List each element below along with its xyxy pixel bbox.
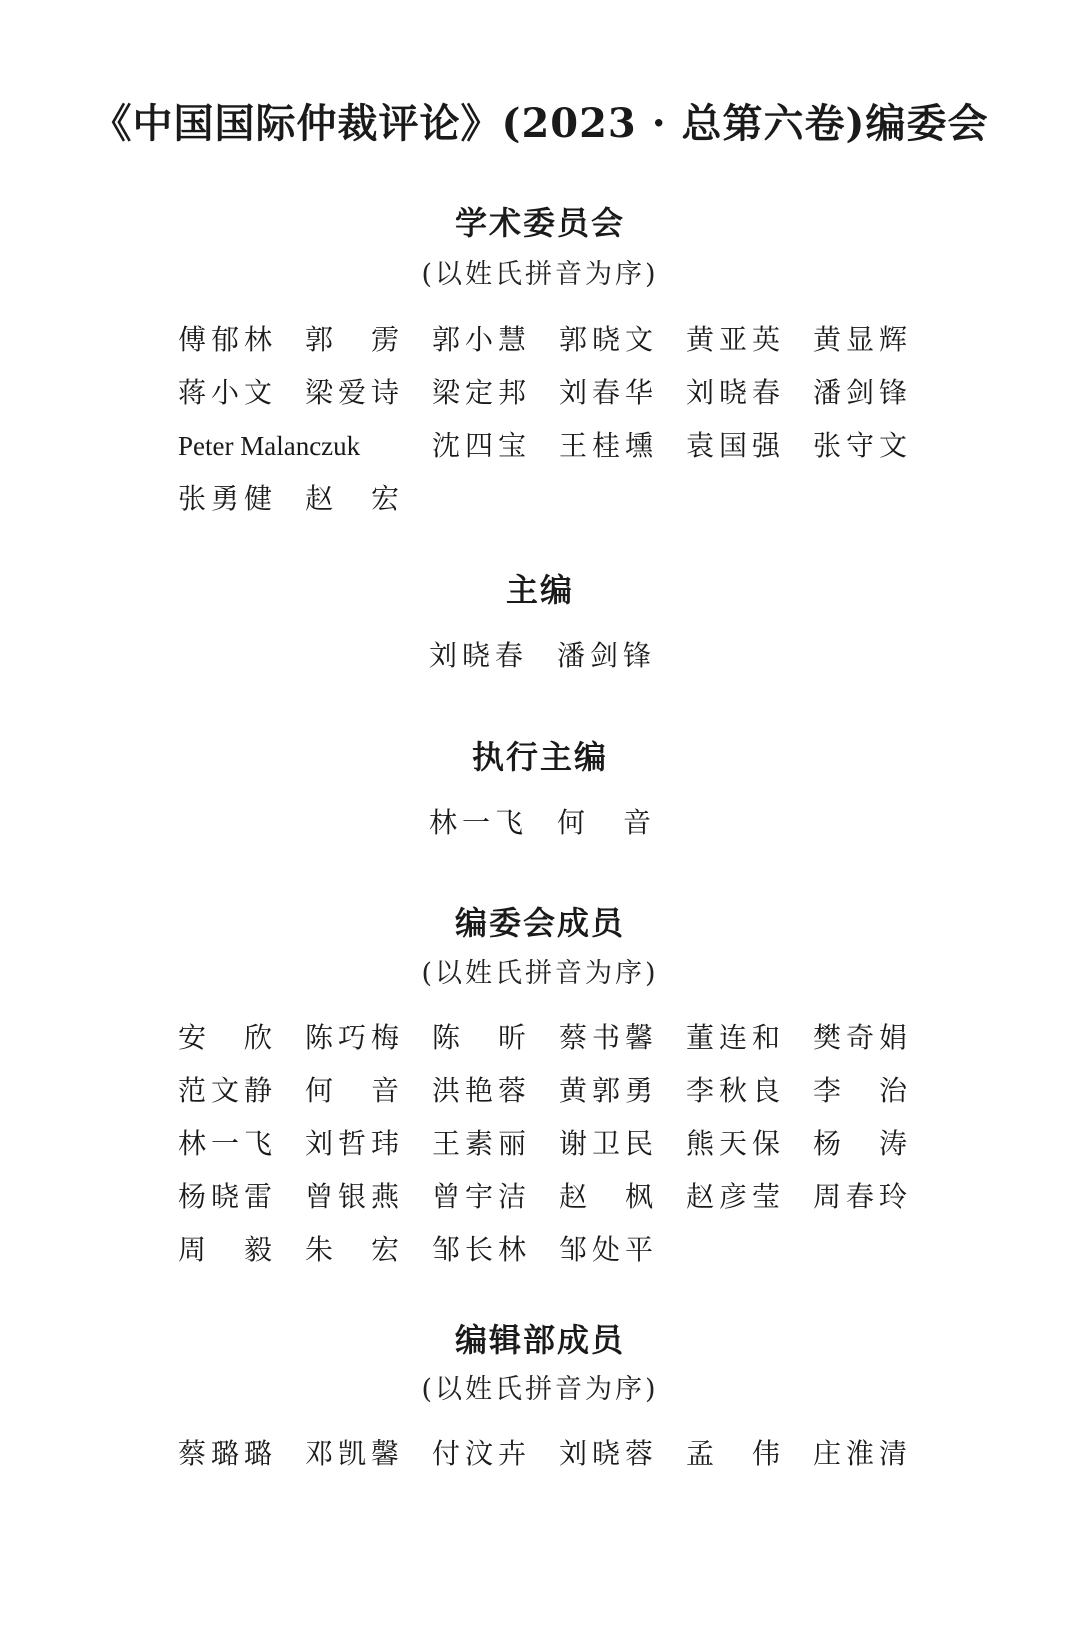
- member-name: 张勇健: [178, 482, 278, 515]
- member-name: 陈巧梅: [305, 1021, 405, 1054]
- member-name: 安 欣: [178, 1021, 278, 1054]
- executive-editors-heading: 执行主编: [471, 738, 608, 776]
- editorial-board-list: [178, 1019, 938, 1269]
- member-name: 刘春华: [559, 376, 659, 409]
- member-name: 熊天保: [686, 1127, 786, 1160]
- member-name: 樊奇娟: [813, 1021, 913, 1054]
- member-name: 林一飞: [178, 1127, 278, 1160]
- member-name: 邓凯馨: [305, 1437, 405, 1470]
- member-name: Peter Malanczuk: [178, 431, 361, 461]
- member-name: 曾银燕: [305, 1180, 405, 1213]
- chief-editors-heading: 主编: [505, 571, 574, 609]
- member-name: 刘晓春: [686, 376, 786, 409]
- executive-editors-list: [0, 804, 1080, 842]
- member-name: 蒋小文: [178, 376, 278, 409]
- member-name: 朱 宏: [305, 1233, 405, 1266]
- member-name: 杨 涛: [813, 1127, 913, 1160]
- member-name: 邹长林: [432, 1233, 532, 1266]
- member-name: 董连和: [686, 1021, 786, 1054]
- member-name: 范文静: [178, 1074, 278, 1107]
- member-name: 王素丽: [432, 1127, 532, 1160]
- editorial-department-note: (以姓氏拼音为序): [421, 1374, 659, 1405]
- member-name: 郭晓文: [559, 323, 659, 356]
- member-name: 刘晓春: [429, 639, 529, 672]
- chief-editors-list: [0, 637, 1080, 675]
- editorial-board-note: (以姓氏拼音为序): [421, 958, 659, 989]
- member-name: 邹处平: [559, 1233, 659, 1266]
- member-name: 李 治: [813, 1074, 913, 1107]
- member-name: 何 音: [305, 1074, 405, 1107]
- member-name: 赵 宏: [305, 482, 405, 515]
- member-name: 周 毅: [178, 1233, 278, 1266]
- member-name: 黄亚英: [686, 323, 786, 356]
- member-name: 蔡书馨: [559, 1021, 659, 1054]
- member-name: 刘晓蓉: [559, 1437, 659, 1470]
- member-name: 蔡璐璐: [178, 1437, 278, 1470]
- member-name: 赵 枫: [559, 1180, 659, 1213]
- member-name: 付汶卉: [432, 1437, 532, 1470]
- academic-committee-list: [178, 321, 938, 518]
- member-name: 王桂壎: [559, 429, 659, 462]
- member-name: 刘哲玮: [305, 1127, 405, 1160]
- member-name: 潘剑锋: [813, 376, 913, 409]
- member-name: 曾宇洁: [432, 1180, 532, 1213]
- member-name: 潘剑锋: [557, 639, 657, 672]
- member-name: 郭小慧: [432, 323, 532, 356]
- member-name: 李秋良: [686, 1074, 786, 1107]
- member-name: 梁爱诗: [305, 376, 405, 409]
- document-title: 《中国国际仲裁评论》(2023 · 总第六卷)编委会: [91, 100, 989, 147]
- academic-committee-note: (以姓氏拼音为序): [421, 259, 659, 290]
- member-name: 杨晓雷: [178, 1180, 278, 1213]
- editorial-department-heading: 编辑部成员: [454, 1321, 625, 1359]
- member-name: 洪艳蓉: [432, 1074, 532, 1107]
- member-name: 袁国强: [686, 429, 786, 462]
- editorial-department-list: [178, 1435, 938, 1473]
- member-name: 周春玲: [813, 1180, 913, 1213]
- member-name: 黄显辉: [813, 323, 913, 356]
- member-name: 赵彦莹: [686, 1180, 786, 1213]
- member-name: 傅郁林: [178, 323, 278, 356]
- member-name: 林一飞: [429, 806, 529, 839]
- member-name: 孟 伟: [686, 1437, 786, 1470]
- member-name: 沈四宝: [432, 429, 532, 462]
- member-name: 庄淮清: [813, 1437, 913, 1470]
- academic-committee-heading: 学术委员会: [454, 204, 625, 242]
- member-name: 谢卫民: [559, 1127, 659, 1160]
- member-name: 陈 昕: [432, 1021, 532, 1054]
- member-name: 梁定邦: [432, 376, 532, 409]
- member-name: 何 音: [557, 806, 657, 839]
- editorial-board-heading: 编委会成员: [454, 904, 625, 942]
- member-name: 黄郭勇: [559, 1074, 659, 1107]
- member-name: 郭 雳: [305, 323, 405, 356]
- member-name: 张守文: [813, 429, 913, 462]
